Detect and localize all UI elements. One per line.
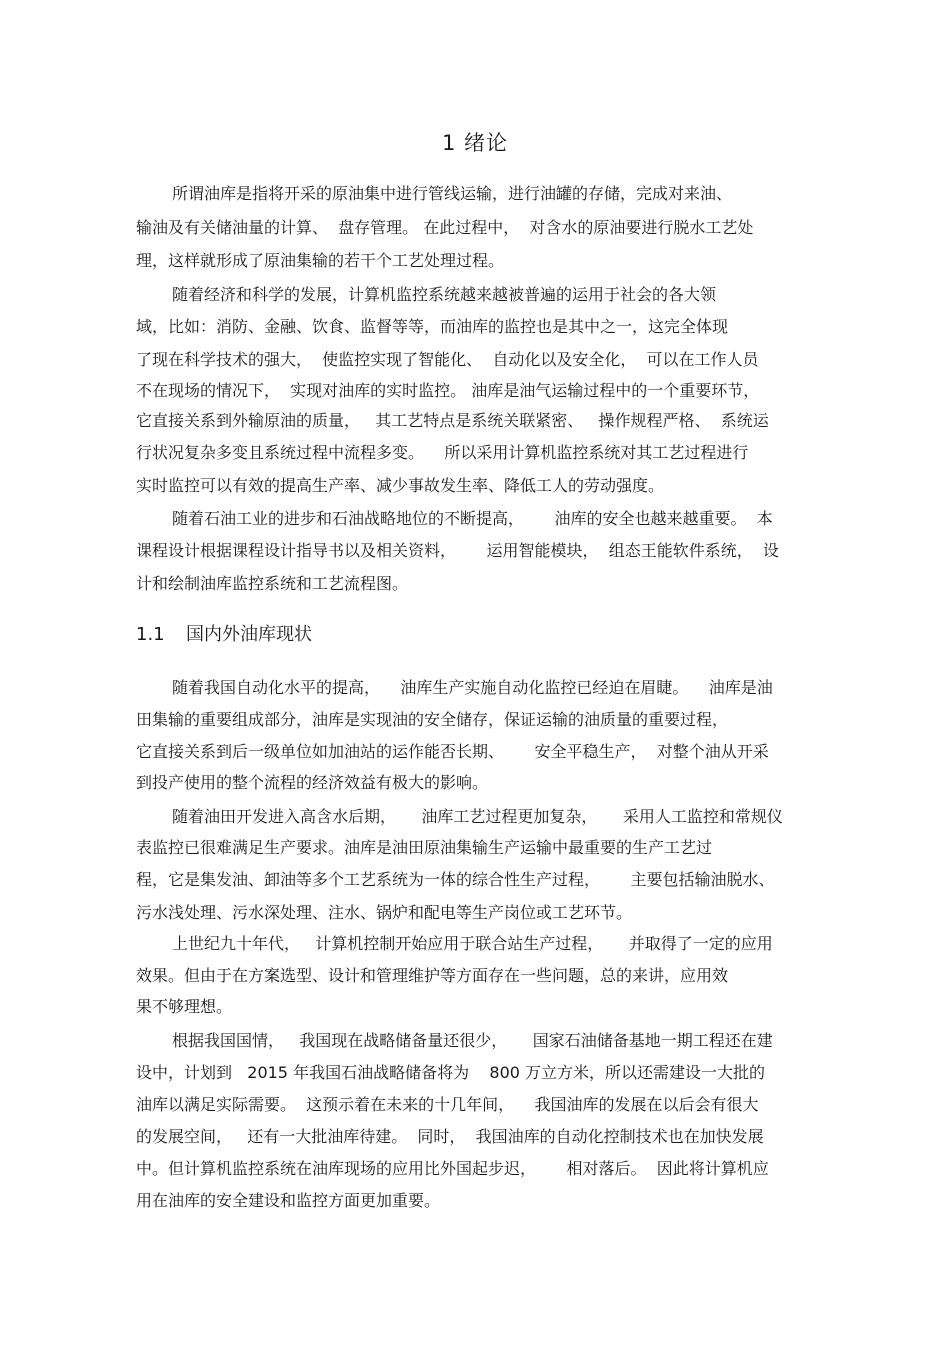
section-number: 1.1 (136, 624, 165, 645)
section-title-text: 国内外油库现状 (186, 624, 312, 645)
paragraph-line: 表监控已很难满足生产要求。油库是油田原油集输生产运输中最重要的生产工艺过 (136, 838, 713, 857)
paragraph-line: 上世纪九十年代， 计算机控制开始应用于联合站生产过程， 并取得了一定的应用 (172, 934, 773, 953)
paragraph-line: 随着经济和科学的发展，计算机监控系统越来越被普遍的运用于社会的各大领 (172, 285, 717, 304)
paragraph-line: 不在现场的情况下， 实现对油库的实时监控。 油库是油气运输过程中的一个重要环节， (136, 381, 760, 400)
section-heading (136, 620, 312, 646)
paragraph-line: 污水浅处理、污水深处理、注水、锅炉和配电等生产岗位或工艺环节。 (136, 903, 633, 922)
paragraph-line: 随着我国自动化水平的提高， 油库生产实施自动化监控已经迫在眉睫。 油库是油 (172, 678, 773, 697)
paragraph-line: 行状况复杂多变且系统过程中流程多变。 所以采用计算机监控系统对其工艺过程进行 (136, 443, 749, 462)
paragraph-line: 油库以满足实际需要。 这预示着在未来的十几年间， 我国油库的发展在以后会有很大 (136, 1095, 759, 1114)
paragraph-line: 域，比如：消防、金融、饮食、监督等等，而油库的监控也是其中之一，这完全体现 (136, 317, 729, 336)
paragraph-line: 随着石油工业的进步和石油战略地位的不断提高， 油库的安全也越来越重要。 本 (172, 509, 773, 528)
paragraph-line: 中。但计算机监控系统在油库现场的应用比外国起步迟， 相对落后。 因此将计算机应 (136, 1159, 769, 1178)
paragraph-line: 实时监控可以有效的提高生产率、减少事故发生率、降低工人的劳动强度。 (136, 476, 665, 495)
paragraph-line: 随着油田开发进入高含水后期， 油库工艺过程更加复杂， 采用人工监控和常规仪 (172, 807, 783, 826)
paragraph-line: 它直接关系到外输原油的质量， 其工艺特点是系统关联紧密、 操作规程严格、 系统运 (136, 411, 769, 430)
paragraph-line: 果不够理想。 (136, 997, 233, 1016)
paragraph-line: 效果。但由于在方案选型、设计和管理维护等方面存在一些问题，总的来讲，应用效 (136, 966, 729, 985)
paragraph-line: 到投产使用的整个流程的经济效益有极大的影响。 (136, 773, 489, 792)
paragraph-line: 了现在科学技术的强大， 使监控实现了智能化、 自动化以及安全化， 可以在工作人员 (136, 350, 759, 369)
paragraph-line: 计和绘制油库监控系统和工艺流程图。 (136, 574, 409, 593)
paragraph-line: 根据我国国情， 我国现在战略储备量还很少， 国家石油储备基地一期工程还在建 (172, 1031, 773, 1050)
paragraph-line: 它直接关系到后一级单位如加油站的运作能否长期、 安全平稳生产， 对整个油从开采 (136, 742, 769, 761)
paragraph-line: 程，它是集发油、卸油等多个工艺系统为一体的综合性生产过程， 主要包括输油脱水、 (136, 870, 775, 889)
paragraph-line: 的发展空间， 还有一大批油库待建。 同时， 我国油库的自动化控制技术也在加快发展 (136, 1127, 764, 1146)
paragraph-line: 理，这样就形成了原油集输的若干个工艺处理过程。 (136, 251, 505, 270)
paragraph-line: 所谓油库是指将开采的原油集中进行管线运输，进行油罐的存储，完成对来油、 (172, 184, 733, 203)
paragraph-line: 课程设计根据课程设计指导书以及相关资料， 运用智能模块， 组态王能软件系统， 设 (136, 541, 779, 560)
chapter-title: 1 绪论 (441, 131, 509, 155)
paragraph-line: 输油及有关储油量的计算、 盘存管理。 在此过程中， 对含水的原油要进行脱水工艺处 (136, 218, 754, 237)
paragraph-line: 设中，计划到 2015 年我国石油战略储备将为 800 万立方米，所以还需建设一大批的 (136, 1063, 766, 1082)
paragraph-line: 田集输的重要组成部分，油库是实现油的安全储存，保证运输的油质量的重要过程， (136, 710, 729, 729)
paragraph-line: 用在油库的安全建设和监控方面更加重要。 (136, 1191, 441, 1210)
